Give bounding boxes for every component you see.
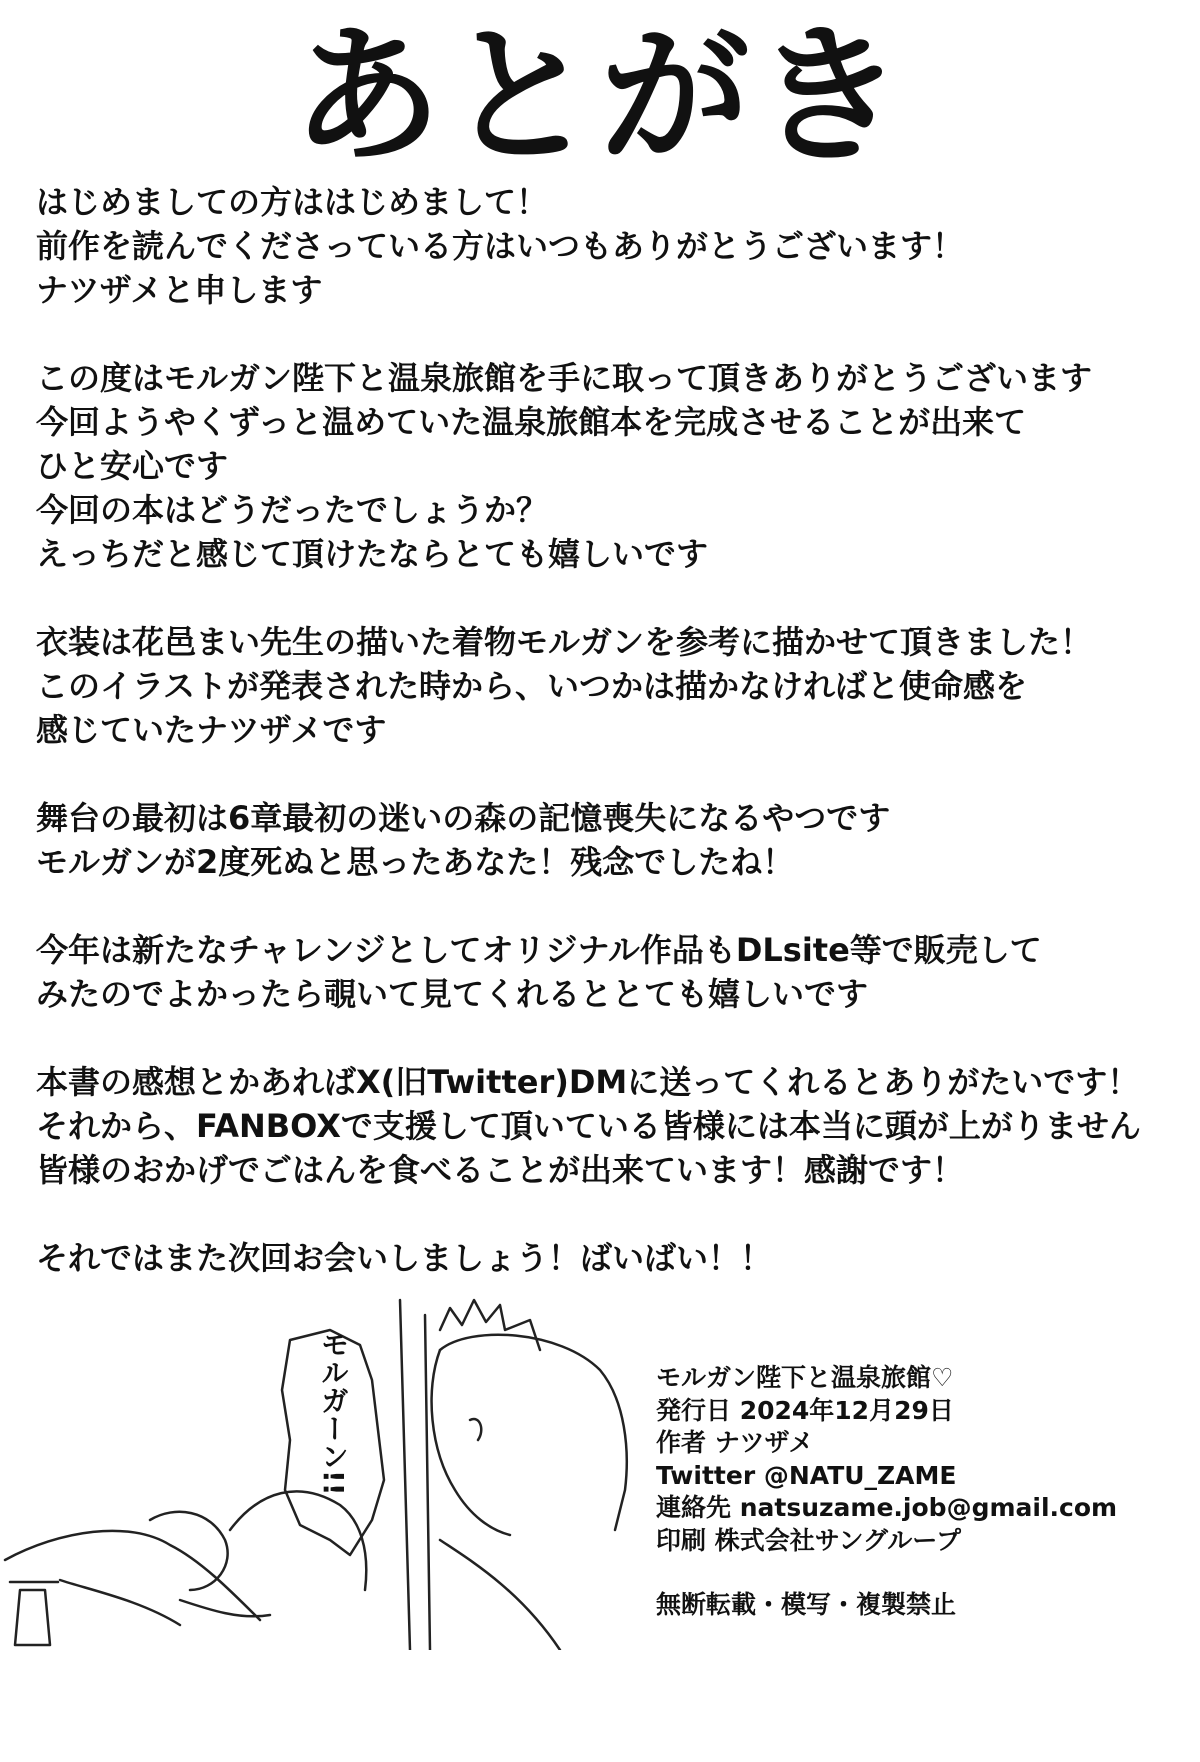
text-line: 感じていたナツザメです bbox=[36, 711, 387, 749]
text-line: 衣装は花邑まい先生の描いた着物モルガンを参考に描かせて頂きました！ bbox=[36, 623, 1093, 661]
copyright-notice: 無断転載・模写・複製禁止 bbox=[656, 1590, 957, 1619]
colophon bbox=[656, 1362, 1176, 1622]
text-line: 今回の本はどうだったでしょうか？ bbox=[36, 491, 549, 529]
man-shoulder bbox=[440, 1540, 560, 1650]
text-line: 本書の感想とかあればX(旧Twitter)DMに送ってくれるとありがたいです！ bbox=[36, 1063, 1140, 1101]
contact-email: 連絡先 natsuzame.job@gmail.com bbox=[656, 1493, 1118, 1522]
man-head bbox=[440, 1335, 627, 1530]
text-line: 皆様のおかげでごはんを食べることが出来ています！感謝です！ bbox=[36, 1151, 965, 1189]
author: 作者 ナツザメ bbox=[656, 1428, 814, 1457]
man-ear bbox=[470, 1419, 481, 1440]
text-line: この度はモルガン陛下と温泉旅館を手に取って頂きありがとうございます bbox=[36, 359, 1093, 397]
issue-date: 発行日 2024年12月29日 bbox=[656, 1395, 954, 1425]
text-line: モルガンが2度死ぬと思ったあなた！残念でしたね！ bbox=[36, 843, 795, 881]
text-line: このイラストが発表された時から、いつかは描かなければと使命感を bbox=[36, 667, 1028, 705]
paragraph bbox=[36, 1236, 1176, 1280]
book-title: モルガン陛下と温泉旅館♡ bbox=[656, 1363, 954, 1392]
paragraph bbox=[36, 796, 1176, 884]
blanket bbox=[60, 1580, 180, 1625]
paragraph bbox=[36, 620, 1176, 752]
man-face bbox=[432, 1350, 510, 1535]
twitter-handle: Twitter @NATU_ZAME bbox=[656, 1460, 957, 1490]
text-line: 前作を読んでくださっている方はいつもありがとうございます！ bbox=[36, 227, 965, 265]
page-title: あとがき bbox=[291, 10, 908, 184]
printer: 印刷 株式会社サングループ bbox=[656, 1525, 961, 1555]
woman-hair bbox=[150, 1512, 228, 1590]
text-line: それではまた次回お会いしましょう！ばいばい！！ bbox=[36, 1239, 773, 1277]
paragraph bbox=[36, 1060, 1176, 1192]
futon bbox=[230, 1491, 366, 1590]
afterword-body bbox=[36, 180, 1176, 1280]
woman-arm bbox=[180, 1600, 270, 1616]
text-line: それから、FANBOXで支援して頂いている皆様には本当に頭が上がりません bbox=[36, 1107, 1141, 1145]
text-line: 今回ようやくずっと温めていた温泉旅館本を完成させることが出来て bbox=[36, 403, 1027, 441]
text-line: はじめましての方ははじめまして！ bbox=[36, 183, 549, 221]
text-line: ひと安心です bbox=[36, 447, 229, 485]
paragraph bbox=[36, 180, 1176, 312]
sound-effect: モルガーン!! bbox=[317, 1330, 350, 1496]
text-line: えっちだと感じて頂けたならとても嬉しいです bbox=[36, 535, 709, 573]
text-line: 舞台の最初は6章最初の迷いの森の記憶喪失になるやつです bbox=[36, 799, 891, 837]
text-line: 今年は新たなチャレンジとしてオリジナル作品もDLsite等で販売して bbox=[36, 931, 1042, 969]
paragraph bbox=[36, 928, 1176, 1016]
text-line: みたのでよかったら覗いて見てくれるととても嬉しいです bbox=[36, 975, 869, 1013]
woman-body bbox=[5, 1531, 260, 1620]
paragraph bbox=[36, 356, 1176, 576]
text-line: ナツザメと申します bbox=[36, 271, 323, 309]
table-lamp bbox=[10, 1582, 58, 1645]
door-frame bbox=[400, 1300, 430, 1650]
